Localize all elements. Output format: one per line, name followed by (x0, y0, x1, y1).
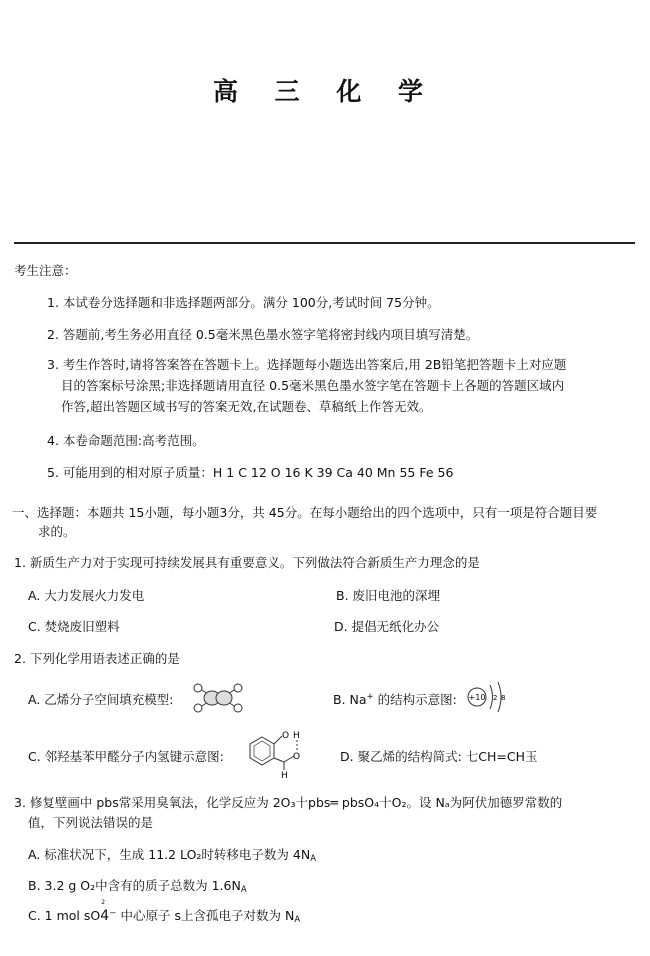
question-2-option-a: A. 乙烯分子空间填充模型: (28, 692, 174, 707)
section-heading: 一、选择题：本题共 15小题，每小题3分，共 45分。在每小题给出的四个选项中，只有一项是符合题目要 (12, 505, 598, 520)
na-ion-structure-diagram (466, 679, 510, 715)
notice-item-5: 5. 可能用到的相对原子质量：H 1 C 12 O 16 K 39 Ca 40 Mn 55 Fe 56 (47, 465, 454, 480)
notice-item-3: 3. 考生作答时,请将答案答在答题卡上。选择题每小题选出答案后,用 2B铅笔把答题卡上对应题 (47, 357, 567, 372)
option-b-subscript: A (240, 885, 247, 895)
question-1-option-b: B. 废旧电池的深埋 (336, 588, 441, 603)
question-3-option-a (28, 845, 316, 864)
question-1-stem: 1. 新质生产力对于实现可持续发展具有重要意义。下列做法符合新质生产力理念的是 (14, 555, 480, 570)
hydroxyl-oxygen: O (282, 731, 290, 741)
sulfate-charge: 2 (101, 899, 106, 906)
na-shell-1: 2 (493, 694, 498, 702)
notice-heading: 考生注意： (14, 263, 77, 278)
aldehyde-hydrogen: H (281, 771, 288, 780)
ethylene-space-filling-model (190, 681, 246, 715)
option-c-text-2: 中心原子 s上含孤电子对数为 N (116, 908, 295, 923)
option-c-text: C. 1 mol sO (28, 908, 101, 923)
na-nucleus: +10 (468, 693, 486, 702)
page-title: 高 三 化 学 (212, 77, 438, 106)
option-c-subscript: A (294, 915, 301, 925)
notice-item-3-cont2: 作答,超出答题区域书写的答案无效,在试题卷、草稿纸上作答无效。 (61, 399, 432, 414)
question-1-option-d: D. 提倡无纸化办公 (334, 619, 440, 634)
question-2-option-b (333, 690, 457, 708)
section-heading-cont: 求的。 (38, 524, 76, 539)
option-a-subscript: A (310, 854, 317, 864)
sulfate-ion (100, 899, 117, 924)
salicylaldehyde-hbond-diagram (246, 726, 308, 780)
option-b-label: B. Na (333, 692, 367, 707)
na-shell-2: 8 (501, 694, 506, 702)
option-b-charge: + (366, 692, 374, 702)
question-3-option-b (28, 876, 247, 895)
carbonyl-oxygen: O (293, 752, 301, 762)
notice-item-2: 2. 答题前,考生务必用直径 0.5毫米黑色墨水签字笔将密封线内项目填写清楚。 (47, 327, 479, 342)
question-2-stem: 2. 下列化学用语表述正确的是 (14, 651, 180, 666)
question-1-option-a: A. 大力发展火力发电 (28, 588, 145, 603)
question-1-option-c: C. 焚烧废旧塑料 (28, 619, 120, 634)
notice-item-1: 1. 本试卷分选择题和非选择题两部分。满分 100分,考试时间 75分钟。 (47, 295, 440, 310)
question-2-option-d: D. 聚乙烯的结构简式: 七CH=CH玉 (340, 749, 538, 764)
option-b-text: B. 3.2 g O₂中含有的质子总数为 1.6N (28, 878, 241, 893)
option-b-text: 的结构示意图: (373, 692, 457, 707)
hydroxyl-hydrogen: H (293, 731, 300, 741)
question-3-option-c (28, 899, 301, 925)
option-a-text: A. 标准状况下，生成 11.2 LO₂时转移电子数为 4N (28, 847, 311, 862)
question-3-stem: 3. 修复壁画中 pbs常采用臭氧法，化学反应为 2O₃十pbs═ pbsO₄十O₂。设 Nₐ为阿伏加德罗常数的 (14, 795, 563, 810)
notice-item-3-cont1: 目的答案标号涂黑;非选择题请用直径 0.5毫米黑色墨水签字笔在答题卡上各题的答题区域内 (61, 378, 565, 393)
question-2-option-c: C. 邻羟基苯甲醛分子内氢键示意图: (28, 749, 224, 764)
notice-item-4: 4. 本卷命题范围:高考范围。 (47, 433, 205, 448)
question-3-stem-cont: 值，下列说法错误的是 (28, 815, 154, 830)
header-divider (14, 242, 635, 244)
sulfate-formula: 4⁻ (100, 908, 117, 924)
